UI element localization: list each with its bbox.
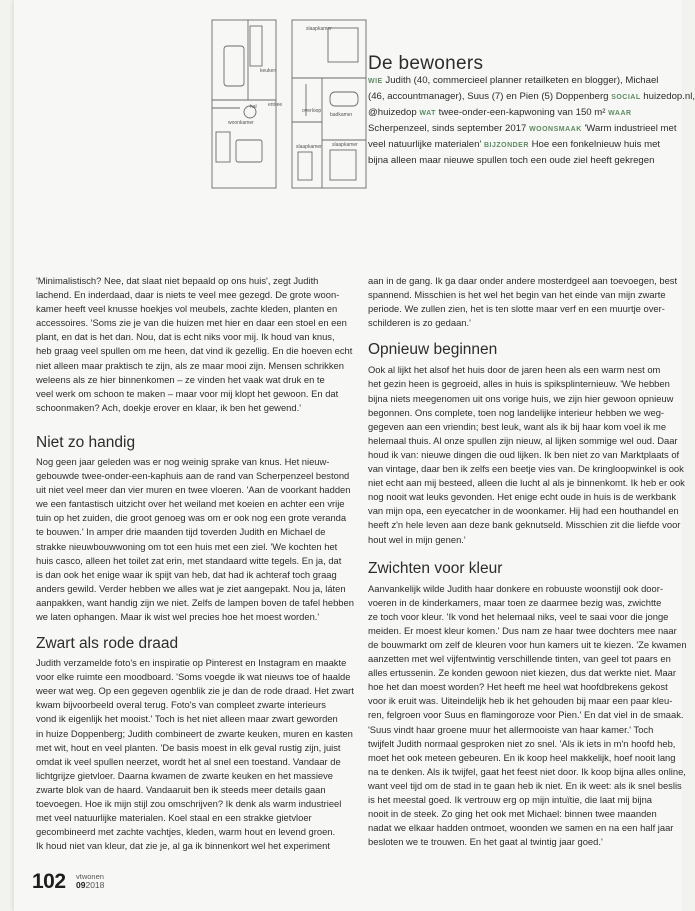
- info-label: WAAR: [608, 110, 632, 117]
- plan-label-kitchen: keuken: [260, 68, 277, 74]
- info-text: Judith (40, commercieel planner retailketen en blogger), Michael: [382, 75, 659, 86]
- residents-title: De bewoners: [368, 53, 484, 74]
- text-line: Nog geen jaar geleden was er nog weinig sprake van knus. Het nieuw-: [36, 455, 330, 467]
- residents-line: [368, 137, 682, 153]
- continued-paragraph: [368, 274, 682, 330]
- heading-zwart-als-rode-draad: Zwart als rode draad: [36, 635, 179, 653]
- residents-line: [368, 121, 682, 137]
- text-line: ren, felgroen voor Suus en flamingoroze voor Pien.' En dat viel in de smaak.: [368, 709, 684, 721]
- info-label: WIE: [368, 78, 383, 85]
- residents-line: [368, 73, 682, 89]
- heading-zwichten-voor-kleur: Zwichten voor kleur: [368, 559, 503, 577]
- text-line: meiden. Er moest kleur komen.' Dus nam ze haar twee dochters mee naar: [368, 624, 677, 636]
- text-line: is het meestal goed. Ik vertrouw erg op mijn intuïtie, die laat mij bijna: [368, 794, 652, 805]
- text-line: met veel natuurlijke materialen. Koel staal en een strakke gietvloer: [36, 812, 312, 824]
- plan-label-landing: overloop: [302, 108, 322, 114]
- text-line: schoonmaken? Ach, doekje erover en klaar, ik ben het gewend.': [36, 401, 301, 413]
- text-line: weer wat weg. Op een gegeven ogenblik zie je dan de rode draad. Het zwart: [36, 685, 354, 697]
- text-line: van mijn opa, een eyecatcher in de woonkamer. Hij had een houthandel en: [368, 505, 679, 517]
- text-line: in huize Doppenberg; Judith combineert de zwarte keuken, muren en kasten: [36, 727, 353, 739]
- info-text: twee-onder-een-kapwoning van 150 m²: [435, 107, 609, 118]
- issue-year: 2018: [85, 880, 105, 890]
- text-line: nadat we elkaar hadden ontmoet, woonden we samen en na een half jaar: [368, 822, 674, 834]
- info-label: WOONSMAAK: [529, 126, 582, 133]
- right-column: [368, 274, 687, 849]
- text-line: veel werk om schoon te maken – maar voor mij klopt het gewoon. En dat: [36, 387, 339, 399]
- text-line: bijna niets meegenomen uit ons vorige huis, we zijn hier gewoon opnieuw: [368, 392, 674, 404]
- info-text: 'Warm industrieel met: [581, 123, 677, 134]
- text-line: tuin op het zuiden, die groot genoeg was om er ook nog een grote veranda: [36, 512, 347, 524]
- intro-paragraph: [36, 274, 358, 415]
- text-line: is dan ook het enige waar ik spijt van heb, dat had ik achteraf toch graag: [36, 568, 337, 580]
- info-label: BIJZONDER: [483, 142, 529, 149]
- floor-plan: [210, 12, 370, 198]
- text-line: gebouwde twee-onder-een-kaphuis aan de rand van Scherpenzeel bestond: [36, 470, 350, 482]
- text-line: alles ertussenin. Ze konden gewoon niet kiezen, dus dat werkte niet. Maar: [368, 667, 676, 679]
- text-line: Ook al lijkt het alsof het huis door de jaren heen als een warm nest om: [368, 364, 661, 376]
- text-line: anders gewild. Verder hebben we alles wat je ziet aangepakt. Nou ja, láten: [36, 582, 346, 594]
- text-line: lachend. En inderdaad, daar is niets te veel mee gezegd. De grote woon-: [36, 289, 340, 301]
- magazine-brand: [76, 873, 104, 889]
- text-line: voor elke ruimte een moodboard. 'Soms voegde ik wat nieuws toe of haalde: [36, 671, 351, 683]
- text-line: lichtgrijze gietvloer. Daarna kwamen de zwarte keuken en het massieve: [36, 769, 334, 781]
- text-line: kamer heeft veel knusse hoekjes vol meubels, zachte kleden, planten en: [36, 303, 338, 315]
- plan-label-hall: hal: [250, 104, 257, 110]
- text-line: plant, en dat is het dan. Nou, dat is echt niks voor mij. Ik houd van knus,: [36, 331, 335, 343]
- text-line: aanzetten met wel vijfentwintig verschillende tinten, van geel tot paars en: [368, 653, 671, 665]
- text-line: toevoegen. Hoe ik mijn stijl zou omschrijven? Ik denk als warm industrieel: [36, 798, 342, 809]
- text-line: uit niet veel meer dan vier muren en twee vloeren. 'Aan de voorkant hadden: [36, 484, 351, 496]
- heading-niet-zo-handig: Niet zo handig: [36, 433, 136, 451]
- text-line: vond ik eigenlijk het mooist.' Toch is het niet alleen maar zwart geworden: [36, 713, 338, 725]
- paragraph-zwichten-voor-kleur: [368, 582, 687, 850]
- text-line: kwam bijvoorbeeld overal terug. Foto's van compleet zwarte interieurs: [36, 699, 326, 711]
- text-line: omdat ik veel spullen neerzet, wordt het al snel een toestand. Vandaar de: [36, 755, 341, 767]
- text-line: aanpakken, want handig zijn we niet. Zelfs de lampen boven de tafel hebben: [36, 596, 354, 608]
- text-line: hout wel in mijn genen.': [368, 533, 466, 545]
- text-line: na te denken. Als ik twijfel, gaat het feest niet door. Ik koop bijna alles online,: [368, 765, 686, 777]
- page-number: 102: [32, 870, 66, 893]
- plan-label-bedroom-2: slaapkamer: [332, 142, 358, 148]
- paragraph-zwart-als-rode-draad: [36, 656, 358, 853]
- info-text: Scherpenzeel, sinds september 2017: [368, 123, 530, 134]
- brand-name: vtwonen: [76, 872, 104, 881]
- text-line: niet alleen maar praktisch te zijn, als ze maar mooi zijn. Mensen schrikken: [36, 359, 344, 371]
- residents-line: [368, 105, 682, 121]
- text-line: 'Minimalistisch? Nee, dat slaat niet bepaald op ons huis', zegt Judith: [36, 275, 319, 286]
- plan-label-bedroom-3: slaapkamer: [296, 144, 322, 150]
- text-line: twijfelt Judith normaal gesproken niet zo snel. 'Als ik iets in m'n hoofd heb,: [368, 737, 676, 749]
- text-line: 'Suus vindt haar groene muur het allermooiste van haar kamer.' Toch: [368, 723, 654, 735]
- plan-label-livingroom: woonkamer: [228, 120, 254, 126]
- text-line: de bouwmarkt om zelf de kleuren voor hun kamers uit te kiezen. 'Ze kwamen: [368, 638, 687, 650]
- text-line: besloten we te trouwen. En het gaat al twintig jaar goed.': [368, 836, 603, 848]
- plan-label-bathroom: badkamer: [330, 112, 353, 118]
- text-line: moet het ook meteen gebeuren. En ik koop heel makkelijk, hoef nooit lang: [368, 751, 676, 763]
- info-text: huizedop.nl,: [640, 91, 695, 102]
- heading-opnieuw-beginnen: Opnieuw beginnen: [368, 341, 498, 359]
- text-line: want veel tijd om de stad in te gaan heb ik niet. En ik weet: als ik snel beslis: [368, 779, 682, 791]
- text-line: gegeven aan een vriendin; best leuk, want als ik bij haar kom voel ik me: [368, 420, 667, 432]
- text-line: Judith verzamelde foto's en inspiratie op Pinterest en Instagram en maakte: [36, 657, 347, 669]
- text-line: Aanvankelijk wilde Judith haar donkere en robuuste woonstijl ook door-: [368, 582, 663, 594]
- text-line: begonnen. Ons complete, toen nog landelijke interieur hebben we weg-: [368, 406, 665, 418]
- paragraph-niet-zo-handig: [36, 455, 358, 624]
- text-line: heeft z'n hele leven aan deze bank geknutseld. Misschien zit die liefde voor: [368, 519, 681, 531]
- text-line: periode. We zullen zien, het is ten slotte maar verf en een muurtje over-: [368, 303, 665, 315]
- text-line: huis casco, alleen het toilet zat erin, met standaard witte tegels. En ja, dat: [36, 554, 342, 566]
- text-line: met wit, hout en veel planten. 'De basis moest in elk geval rustig zijn, juist: [36, 741, 341, 753]
- paragraph-opnieuw-beginnen: [368, 363, 685, 546]
- text-line: voeren in de kinderkamers, maar toen ze daarmee bezig was, zwichtte: [368, 596, 662, 608]
- floor-plan-drawing: [210, 12, 370, 198]
- info-label: WAT: [419, 110, 436, 117]
- left-column: [36, 274, 358, 853]
- info-label: SOCIAL: [611, 94, 641, 101]
- text-line: we laten ophangen. Maar ik wist wel precies hoe het moest worden.': [36, 610, 320, 622]
- text-line: nog nooit wat leuks gevonden. Het enige echt oude in huis is de werkbank: [368, 491, 677, 503]
- text-line: voor ik eruit was. Uiteindelijk heb ik het gehouden bij maar een paar kleu-: [368, 695, 673, 707]
- info-text: bijna alleen maar nieuwe spullen toch een oude ziel heeft gekregen: [368, 155, 655, 166]
- text-line: zwarte blok van de haard. Vandaaruit ben ik steeds meer details gaan: [36, 783, 326, 795]
- issue-month: 09: [76, 880, 86, 890]
- residents-info: [368, 73, 695, 168]
- text-line: ze toch voor kleur. 'Ik vond het helemaal niks, veel te saai voor die jonge: [368, 610, 669, 622]
- text-line: helemaal thuis. Al onze spullen zijn nieuw, al lijken sommige wel oud. Daar: [368, 434, 678, 446]
- residents-box: [368, 53, 695, 168]
- info-text: @huizedop: [368, 107, 420, 118]
- text-line: weleens als ze hier binnenkomen – ze vinden het vaak wat druk en te: [36, 373, 325, 385]
- issue-date: [76, 881, 104, 889]
- text-line: van vintage, daar ben ik zelfs een beetje vies van. De kringloopwinkel is ook: [368, 463, 684, 475]
- text-line: strakke nieuwbouwwoning om tot een huis met een ziel. 'We kochten het: [36, 540, 338, 552]
- text-line: heb graag veel spullen om me heen, dat vind ik gezellig. En die hoeven echt: [36, 345, 353, 357]
- residents-line: [368, 153, 682, 168]
- plan-label-bedroom-1: slaapkamer: [306, 26, 332, 32]
- text-line: we een fantastisch uitzicht over het weiland met koeien en achter een vrije: [36, 498, 345, 510]
- text-line: gecombineerd met zachte vachtjes, kleden, warm hout en levend groen.: [36, 826, 336, 838]
- text-line: aan in de gang. Ik ga daar onder andere mosterdgeel aan toevoegen, best: [368, 275, 678, 286]
- text-line: schilderen is zo gedaan.': [368, 317, 471, 329]
- text-line: accessoires. 'Soms zie je van die huizen met hier en daar een stoel en een: [36, 317, 347, 329]
- text-line: nooit in de steek. Zo ging het ook met Michael: binnen twee maanden: [368, 808, 657, 820]
- text-line: hoe het dan moest worden? Het heeft me heel wat hoofdbrekens gekost: [368, 681, 668, 693]
- info-text: (46, accountmanager), Suus (7) en Pien (5) Doppenberg: [368, 91, 612, 102]
- text-line: Ik houd niet van kleur, dat zie je, al ga ik binnenkort wel het experiment: [36, 840, 330, 852]
- text-line: houd ik van: nieuwe dingen die oud lijken. Ik ben niet zo van Marktplaats of: [368, 448, 680, 460]
- text-line: het gezin heen is gegroeid, alles in huis is spiksplinternieuw. 'We hebben: [368, 378, 670, 390]
- text-line: niet echt aan mij besteed, alleen die lucht al als je binnenkomt. Ik heb er ook: [368, 477, 685, 489]
- info-text: Hoe een fonkelnieuw huis met: [528, 139, 661, 150]
- text-line: te bouwen.' In amper drie maanden tijd toverden Judith en Michael de: [36, 526, 326, 538]
- residents-line: [368, 89, 695, 105]
- text-line: spannend. Misschien is het wel het begin van het einde van mijn zwarte: [368, 289, 666, 301]
- info-text: veel natuurlijke materialen': [368, 139, 484, 150]
- plan-label-entrance: entree: [268, 102, 283, 108]
